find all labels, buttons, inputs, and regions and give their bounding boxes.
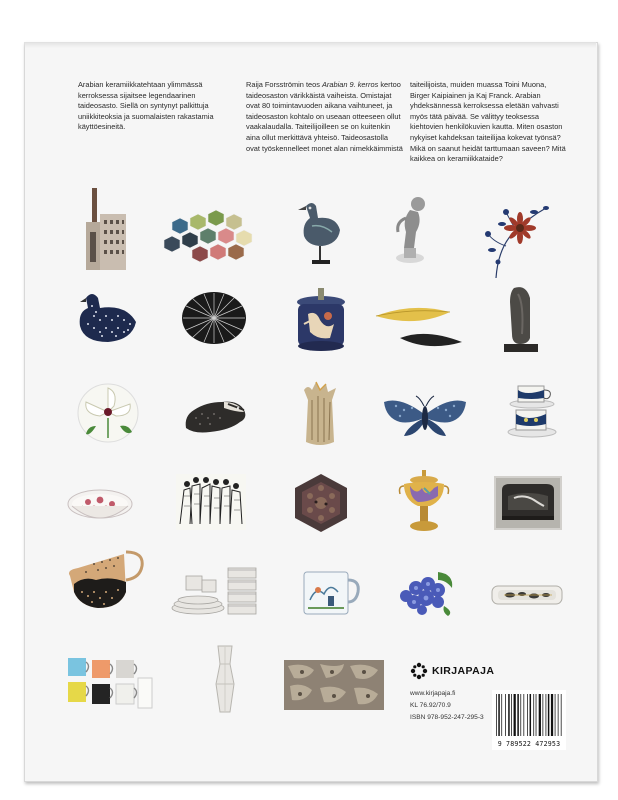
flower-plate-image — [76, 382, 140, 444]
publisher-website: www.kirjapaja.fi — [410, 690, 456, 697]
publisher-name: KIRJAPAJA — [432, 665, 495, 677]
kirjapaja-logo-icon — [410, 662, 428, 680]
intro-paragraph-2 — [246, 80, 404, 154]
hexagon-tiles-image — [162, 204, 254, 268]
intro-paragraph-3: taiteilijoista, muiden muassa Toini Muona, Birger Kaipiainen ja Kaj Franck. Arabian yhdeksännessä kerroksessa eletään vahvasti myös tätä päivää. Se välittyy teoksessa kiehtovien henkilökuvien kautta. Miten osaston nykyiset kahdeksan taiteilijaa kokevat työnsä? Mikä on saanut heidät tarttumaan saveen? Mitä kaikkea on keramiikkataide? — [410, 80, 566, 164]
barcode-bars — [492, 690, 566, 740]
moth-sculpture-image — [380, 392, 470, 440]
mug-image — [300, 568, 362, 618]
dotted-bird-image — [72, 286, 142, 348]
dark-hexagon-plate-image — [290, 472, 352, 534]
publisher-block — [410, 662, 590, 684]
striped-plate-image — [180, 290, 248, 346]
dotted-pitcher-image — [64, 546, 148, 614]
bird-sculpture-image — [292, 196, 348, 268]
isbn-barcode — [492, 690, 566, 750]
stacked-tableware-image — [168, 562, 262, 618]
floral-branch-image — [476, 190, 560, 284]
cups-and-saucers-image — [504, 382, 558, 440]
stone-relief-panel-image — [284, 660, 384, 710]
intro-column-3 — [410, 80, 566, 165]
factory-building-image — [78, 186, 130, 270]
intro-2-after: kertoo taideosaston värikkäistä vaiheista. Omistajat ovat 80 toimintavuoden aikana vaihtuneet, ja taideosaston kohtalo on useaan otteeseen ollut vaakalaudalla. Taiteilijoilleen se on kuitenkin aina ollut merkittävä yhteisö. Taideosastolla ovat työskennelleet monet alan nimekkäimmistä — [246, 80, 403, 153]
standing-sculpture-image — [500, 284, 544, 360]
intro-2-before: Raija Forsströmin teos — [246, 80, 322, 89]
rose-bowl-image — [66, 486, 134, 526]
sofa-photo-image — [494, 476, 562, 530]
serving-tray-image — [490, 582, 564, 608]
book-title-italic: Arabian 9. kerros — [321, 80, 379, 89]
tree-trunk-vase-image — [294, 380, 344, 450]
intro-column-1 — [78, 80, 228, 133]
colored-mugs-image — [64, 656, 158, 712]
cover-edge-shadow — [24, 42, 596, 48]
figure-sculpture-image — [388, 192, 438, 272]
tall-vase-image — [210, 644, 240, 714]
figure-relief-image — [176, 474, 246, 530]
lidded-jar-image — [292, 284, 350, 354]
golden-urn-image — [396, 468, 452, 536]
barcode-number: 9 789522 472953 — [497, 740, 561, 748]
isbn-text: ISBN 978-952-247-295-3 — [410, 714, 484, 721]
leaf-dishes-image — [372, 302, 468, 350]
intro-paragraph-1: Arabian keramiikkatehtaan ylimmässä kerroksessa sijaitsee legendaarinen taideosasto. Siellä on syntynyt palkittuja uniikkiteoksia ja suomalaisten rakastamia käyttöesineitä. — [78, 80, 214, 132]
badger-figure-image — [180, 388, 250, 440]
blue-flower-cluster-image — [394, 566, 458, 618]
intro-column-2 — [246, 80, 404, 154]
library-classification: KL 76.92/70.9 — [410, 702, 451, 709]
